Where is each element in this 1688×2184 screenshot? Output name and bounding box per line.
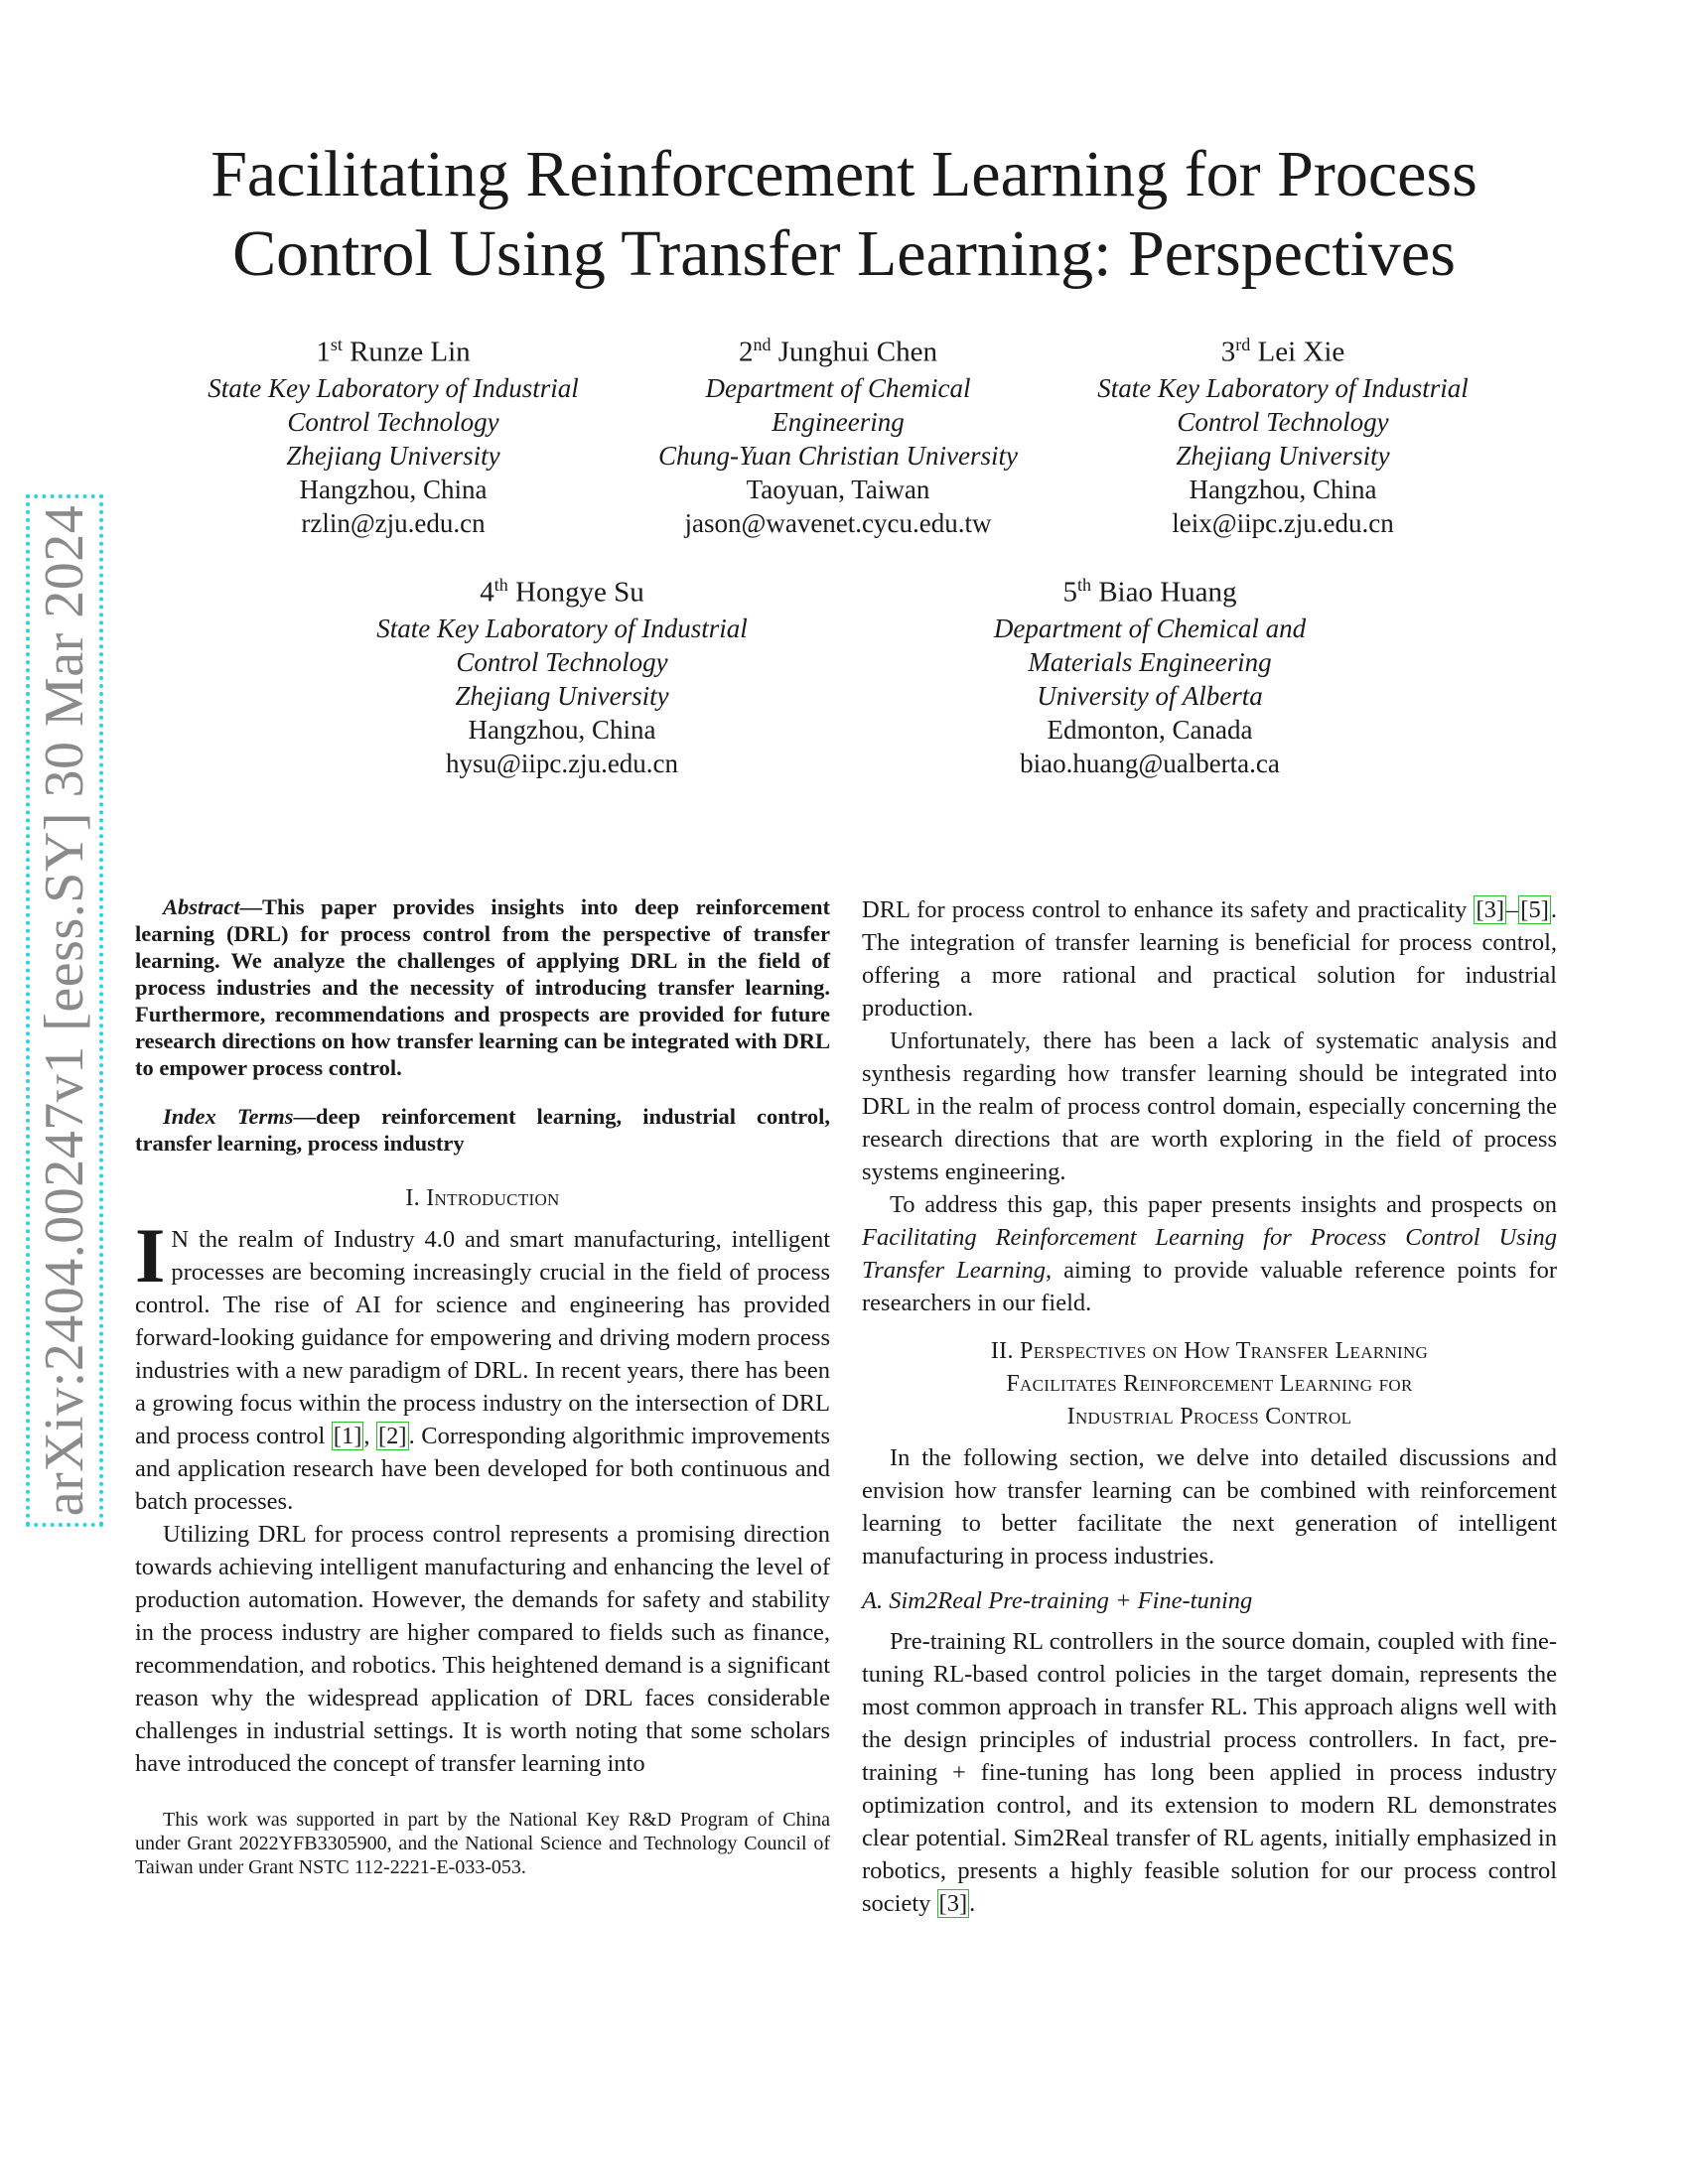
right-paragraph-1: DRL for process control to enhance its safety and practicality [3]–[5]. The integration of transfer learning is beneficial for process control, offering a more rational and practical solution for industrial production. xyxy=(862,896,1557,1022)
author-location: Hangzhou, China xyxy=(1189,474,1377,504)
author-affiliation: Zhejiang University xyxy=(1176,440,1390,471)
author-email: leix@iipc.zju.edu.cn xyxy=(1172,507,1394,538)
author-block-5 xyxy=(931,566,1368,780)
title-line-2: Control Using Transfer Learning: Perspectives xyxy=(232,217,1456,290)
citation-link[interactable]: [3] xyxy=(938,1890,968,1917)
author-name: 5th Biao Huang xyxy=(1062,575,1237,609)
citation-link[interactable]: [2] xyxy=(378,1423,407,1449)
author-affiliation: Department of Chemical xyxy=(705,372,971,403)
title-line-1: Facilitating Reinforcement Learning for Process xyxy=(211,138,1477,210)
intro-paragraph-1: I N the realm of Industry 4.0 and smart manufacturing, intelligent processes are becoming increasingly crucial in the field of process control. The rise of AI for science and engineering has provided forward-looking guidance for empowering and driving modern process industries with a new paradigm of DRL. In recent years, there has been a growing focus within the process industry on the intersection of DRL and process control [1], [2]. Corresponding algorithmic improvements and application research have been developed for both continuous and batch processes. xyxy=(135,1212,830,1515)
author-affiliation: Department of Chemical and xyxy=(993,613,1307,643)
author-affiliation: University of Alberta xyxy=(1037,680,1263,711)
right-column xyxy=(862,893,1557,1920)
author-email: jason@wavenet.cycu.edu.tw xyxy=(684,507,992,538)
abstract: Abstract—This paper provides insights into deep reinforcement learning (DRL) for process control from the perspective of transfer learning. We analyze the challenges of applying DRL in the field of process industries and the necessity of introducing transfer learning. Furthermore, recommendations and prospects are provided for future research directions on how transfer learning can be integrated with DRL to empower process control. xyxy=(135,894,830,1080)
section-heading-perspectives: II. Perspectives on How Transfer Learning Facilitates Reinforcement Learning for Industrial Process Control xyxy=(990,1338,1429,1430)
author-affiliation: Control Technology xyxy=(287,406,499,437)
author-affiliation: State Key Laboratory of Industrial xyxy=(208,372,579,403)
author-affiliation: Materials Engineering xyxy=(1028,646,1272,677)
author-block-2 xyxy=(620,326,1056,540)
right-paragraph-2: Unfortunately, there has been a lack of systematic analysis and synthesis regarding how transfer learning should be integrated into DRL in the realm of process control domain, especially concerning the research directions that are worth exploring in the field of process systems engineering. xyxy=(862,1027,1557,1185)
section-heading-introduction: I. Introduction xyxy=(405,1185,560,1211)
drop-cap: I xyxy=(135,1212,166,1298)
author-affiliation: State Key Laboratory of Industrial xyxy=(1097,372,1469,403)
section2-paragraph-1: In the following section, we delve into detailed discussions and envision how transfer learning can be combined with reinforcement learning to better facilitate the next generation of intelligent manufacturing in process industries. xyxy=(862,1444,1557,1570)
citation-link[interactable]: [1] xyxy=(333,1423,362,1449)
author-affiliation: Engineering xyxy=(772,406,905,437)
subsection-heading-a: A. Sim2Real Pre-training + Fine-tuning xyxy=(862,1587,1253,1614)
citation-link[interactable]: [3] xyxy=(1476,896,1505,923)
author-location: Edmonton, Canada xyxy=(1047,714,1253,745)
arxiv-sidebar-stamp xyxy=(26,494,103,1527)
author-affiliation: Control Technology xyxy=(1177,406,1389,437)
subsection-a-paragraph: Pre-training RL controllers in the source domain, coupled with fine-tuning RL-based control policies in the target domain, represents the most common approach in transfer RL. This approach aligns well with the design principles of industrial process controllers. In fact, pre-training + fine-tuning has long been applied in process industry optimization control, and its extension to modern RL demonstrates clear potential. Sim2Real transfer of RL agents, initially emphasized in robotics, presents a highly feasible solution for our process control society [3]. xyxy=(862,1628,1557,1917)
right-paragraph-3: To address this gap, this paper presents insights and prospects on Facilitating Reinforcement Learning for Process Control Using Transfer Learning, aiming to provide valuable reference points for researchers in our field. xyxy=(862,1191,1557,1316)
paper-title xyxy=(139,135,1549,294)
author-block-3 xyxy=(1064,326,1501,540)
author-affiliation: Zhejiang University xyxy=(455,680,669,711)
author-location: Hangzhou, China xyxy=(299,474,488,504)
author-email: rzlin@zju.edu.cn xyxy=(301,507,486,538)
author-block-1 xyxy=(175,326,612,540)
author-name: 1st Runze Lin xyxy=(316,335,471,368)
author-location: Hangzhou, China xyxy=(468,714,656,745)
author-affiliation: State Key Laboratory of Industrial xyxy=(376,613,748,643)
index-terms: Index Terms—deep reinforcement learning, industrial control, transfer learning, process industry xyxy=(135,1104,831,1156)
author-email: hysu@iipc.zju.edu.cn xyxy=(445,748,679,778)
author-email: biao.huang@ualberta.ca xyxy=(1020,748,1280,778)
author-name: 4th Hongye Su xyxy=(480,575,644,609)
author-affiliation: Chung-Yuan Christian University xyxy=(657,440,1019,471)
left-column xyxy=(135,893,830,1879)
author-name: 3rd Lei Xie xyxy=(1220,335,1345,368)
author-block-4 xyxy=(344,566,780,780)
author-name: 2nd Junghui Chen xyxy=(738,335,938,368)
citation-link[interactable]: [5] xyxy=(1520,896,1549,923)
author-affiliation: Zhejiang University xyxy=(286,440,500,471)
intro-paragraph-2: Utilizing DRL for process control represents a promising direction towards achieving intelligent manufacturing and enhancing the level of production automation. However, the demands for safety and stability in the process industry are higher compared to fields such as finance, recommendation, and robotics. This heightened demand is a significant reason why the widespread application of DRL faces considerable challenges in industrial settings. It is worth noting that some scholars have introduced the concept of transfer learning into xyxy=(135,1521,830,1777)
author-affiliation: Control Technology xyxy=(456,646,668,677)
arxiv-identifier: arXiv:2404.00247v1 [eess.SY] 30 Mar 2024 xyxy=(34,504,95,1517)
footnote: This work was supported in part by the National Key R&D Program of China under Grant 2022YFB3305900, and the National Science and Technology Council of Taiwan under Grant NSTC 112-2221-E-033-053. xyxy=(135,1809,830,1878)
author-location: Taoyuan, Taiwan xyxy=(746,474,930,504)
